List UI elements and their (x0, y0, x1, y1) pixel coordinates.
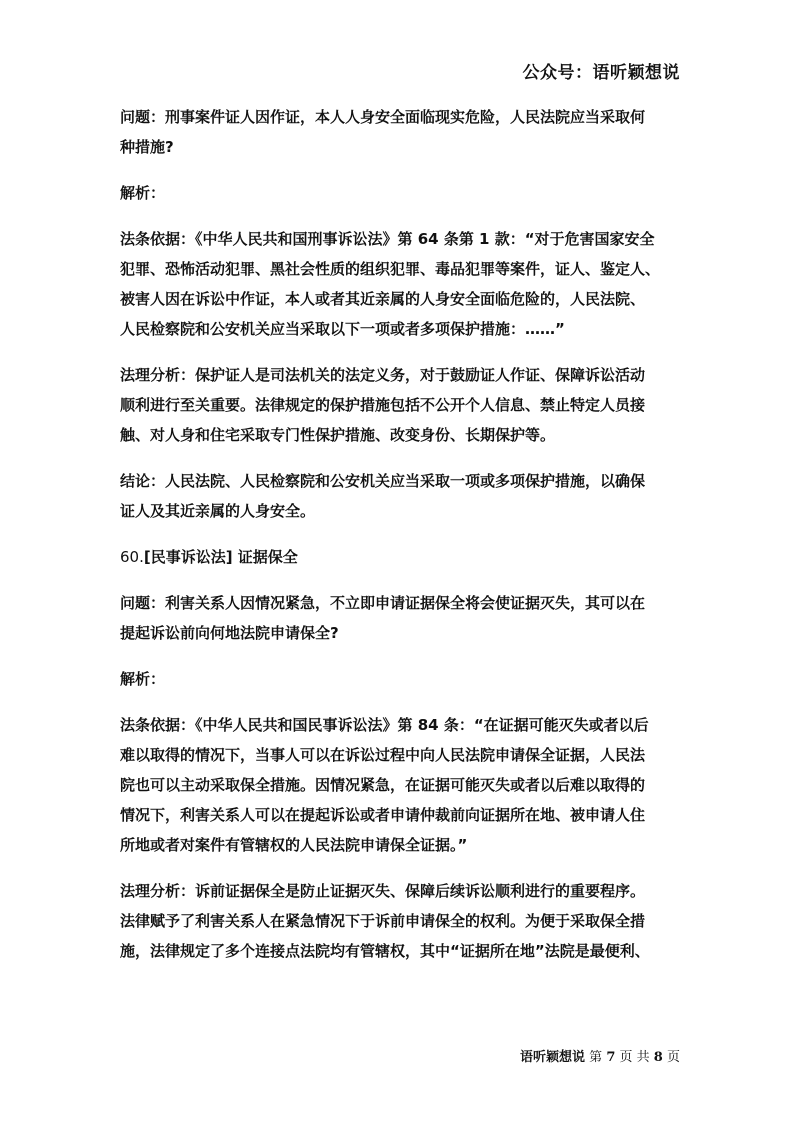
section-heading-60 (120, 542, 680, 572)
page-header: 公众号：语听颖想说 (522, 63, 680, 83)
text-line: 所地或者对案件有管辖权的人民法院申请保全证据。” (120, 836, 468, 854)
question-60 (120, 588, 680, 648)
text-line: 难以取得的情况下，当事人可以在诉讼过程中向人民法院申请保全证据，人民法 (120, 746, 646, 764)
text-line: 结论：人民法院、人民检察院和公安机关应当采取一项或多项保护措施，以确保 (120, 472, 646, 490)
legal-analysis-60 (120, 876, 680, 966)
footer-page-total: 8 (653, 1050, 663, 1065)
text-line: 问题：刑事案件证人因作证，本人人身安全面临现实危险，人民法院应当采取何 (120, 108, 646, 126)
law-basis-59 (120, 224, 680, 344)
footer-brand: 语听颖想说 (520, 1050, 586, 1065)
question-59 (120, 102, 680, 162)
text-line: 触、对人身和住宅采取专门性保护措施、改变身份、长期保护等。 (120, 426, 556, 444)
page-footer (520, 1046, 680, 1065)
text-line: 证人及其近亲属的人身安全。 (120, 502, 316, 520)
footer-page-current: 7 (606, 1050, 616, 1065)
text-line: 施，法律规定了多个连接点法院均有管辖权，其中“证据所在地”法院是最便利、 (120, 942, 650, 960)
text-line: 解析： (120, 184, 166, 202)
text-line: 解析： (120, 670, 166, 688)
section-number: 60. (120, 548, 144, 566)
footer-page-suffix: 页 (666, 1050, 680, 1065)
text-line: 问题：利害关系人因情况紧急，不立即申请证据保全将会使证据灭失，其可以在 (120, 594, 646, 612)
text-line: 犯罪、恐怖活动犯罪、黑社会性质的组织犯罪、毒品犯罪等案件，证人、鉴定人、 (120, 260, 661, 278)
page-content (120, 102, 680, 982)
text-line: 院也可以主动采取保全措施。因情况紧急，在证据可能灭失或者以后难以取得的 (120, 776, 646, 794)
text-line: 顺利进行至关重要。法律规定的保护措施包括不公开个人信息、禁止特定人员接 (120, 396, 646, 414)
law-basis-60 (120, 710, 680, 860)
text-line: 提起诉讼前向何地法院申请保全? (120, 624, 339, 642)
text-line: 人民检察院和公安机关应当采取以下一项或者多项保护措施：……” (120, 320, 565, 338)
text-line: 法条依据：《中华人民共和国民事诉讼法》第 84 条：“在证据可能灭失或者以后 (120, 716, 649, 734)
text-line: 种措施? (120, 138, 174, 156)
analysis-label-60 (120, 664, 680, 694)
text-line: 情况下，利害关系人可以在提起诉讼或者申请仲裁前向证据所在地、被申请人住 (120, 806, 646, 824)
section-heading-line (120, 542, 680, 572)
text-line: 法律赋予了利害关系人在紧急情况下于诉前申请保全的权利。为便于采取保全措 (120, 912, 646, 930)
footer-page-prefix: 第 (589, 1050, 603, 1065)
footer-page-mid: 页 共 (619, 1050, 650, 1065)
legal-analysis-59 (120, 360, 680, 450)
text-line: 法理分析：保护证人是司法机关的法定义务，对于鼓励证人作证、保障诉讼活动 (120, 366, 646, 384)
text-line: 被害人因在诉讼中作证，本人或者其近亲属的人身安全面临危险的，人民法院、 (120, 290, 646, 308)
conclusion-59 (120, 466, 680, 526)
analysis-label-59 (120, 178, 680, 208)
text-line: 法条依据：《中华人民共和国刑事诉讼法》第 64 条第 1 款：“对于危害国家安全 (120, 230, 655, 248)
section-title: [民事诉讼法] 证据保全 (143, 548, 298, 566)
text-line: 法理分析：诉前证据保全是防止证据灭失、保障后续诉讼顺利进行的重要程序。 (120, 882, 646, 900)
